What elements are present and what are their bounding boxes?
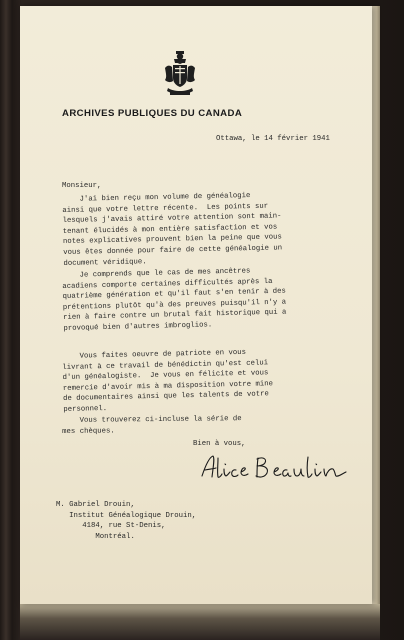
paragraph-1: J'ai bien reçu mon volume de généalogie ainsi que votre lettre récente. Les points sur lesquels j'avais attiré votre attention sont main- tenant élucidés à mon entière satisfaction et vos notes explicatives prouvent bien la peine que vous vous êtes donnée pour faire de cette généalogie un document véridique. [62, 192, 283, 268]
letterhead-title: ARCHIVES PUBLIQUES DU CANADA [62, 108, 243, 119]
salutation: Monsieur, [62, 182, 102, 190]
letter-date: Ottawa, le 14 février 1941 [216, 135, 330, 143]
page-edge [372, 6, 380, 604]
paragraph-3: Vous faites oeuvre de patriote en vous livrant à ce travail de bénédictin qu'est celui d'un généalogiste. Je vous en félicite et vous remercie d'avoir mis à ma disposition votre mine de documentaires ainsi que les talents de votre personnel. [62, 348, 274, 414]
handwritten-signature [196, 452, 354, 484]
paragraph-4: Vous trouverez ci-incluse la série de mes chèques. [62, 415, 242, 436]
page-bottom-shadow [20, 604, 380, 640]
closing: Bien à vous, [193, 440, 246, 448]
recipient-address: M. Gabriel Drouin, Institut Généalogique Drouin, 4184, rue St-Denis, Montréal. [56, 501, 197, 541]
canada-coat-of-arms-icon [162, 50, 198, 98]
paragraph-2: Je comprends que le cas de mes ancêtres acadiens comporte certaines difficultés après la quatrième génération et qu'il faut s'en tenir à des prétentions plutôt qu'à des preuves puisqu'il n'y a rien à faire contre un brutal fait historique qui a provoqué bien d'autres imbroglios. [62, 267, 287, 333]
